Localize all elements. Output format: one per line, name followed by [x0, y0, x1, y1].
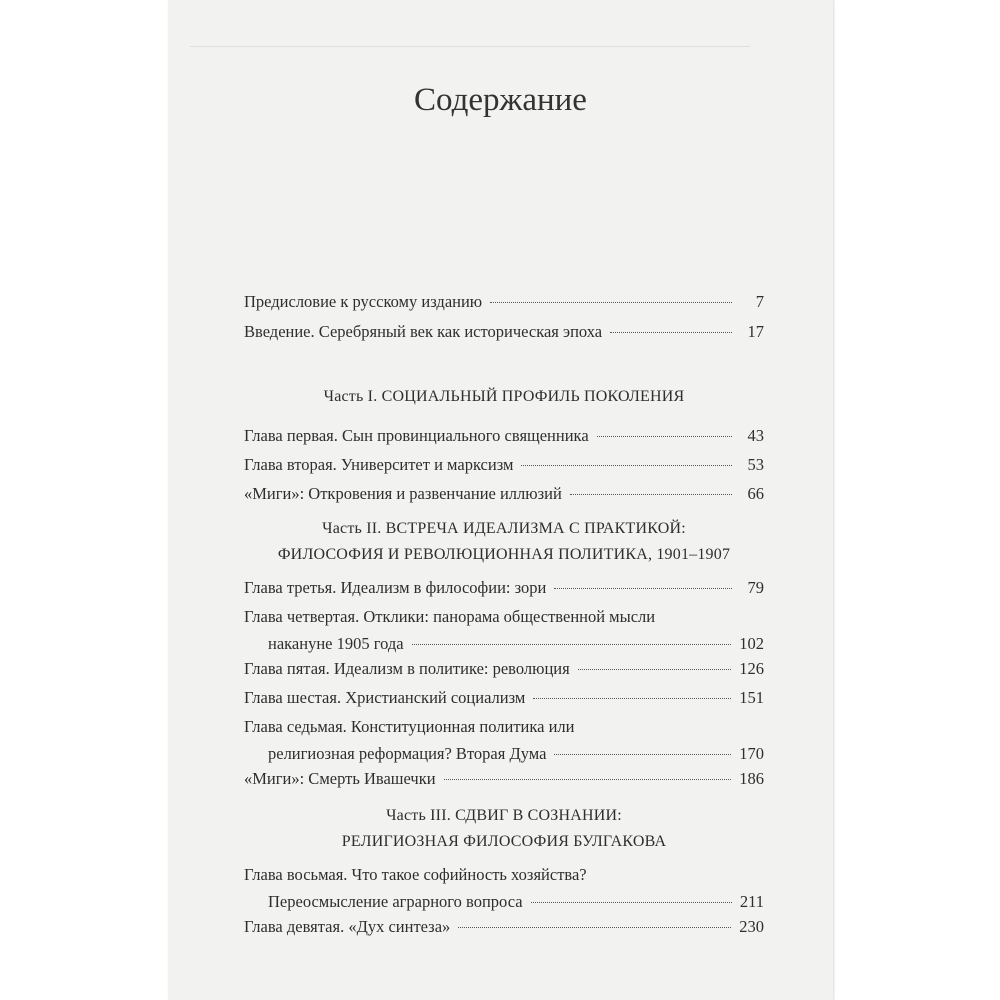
entry-title-continued: религиозная реформация? Вторая Дума — [268, 744, 547, 763]
entry-page: 186 — [739, 769, 764, 788]
leader-dots — [521, 465, 732, 466]
leader-dots — [578, 669, 732, 670]
entry-page: 230 — [739, 917, 764, 936]
toc-entry-chapter-2[interactable] — [244, 451, 764, 478]
toc-entry-chapter-7[interactable] — [244, 713, 764, 767]
entry-page: 151 — [739, 688, 764, 707]
toc-entry-chapter-5[interactable] — [244, 655, 764, 682]
leader-dots — [597, 436, 732, 437]
entry-title: Глава шестая. Христианский социализм — [244, 688, 526, 707]
page-title: Содержание — [414, 82, 587, 118]
part-heading-line: РЕЛИГИОЗНАЯ ФИЛОСОФИЯ БУЛГАКОВА — [341, 833, 667, 850]
entry-page: 17 — [747, 322, 764, 341]
entry-title: Глава девятая. «Дух синтеза» — [244, 917, 451, 936]
entry-title: Глава четвертая. Отклики: панорама общественной мысли — [244, 607, 656, 626]
entry-title: «Миги»: Смерть Ивашечки — [244, 769, 436, 788]
toc-entry-chapter-1[interactable] — [244, 422, 764, 449]
leader-dots — [533, 698, 731, 699]
leader-dots — [531, 902, 732, 903]
toc-entry-migi-1[interactable] — [244, 480, 764, 507]
part-heading-line: ФИЛОСОФИЯ И РЕВОЛЮЦИОННАЯ ПОЛИТИКА, 1901–1907 — [277, 546, 731, 563]
entry-title-continued: Переосмысление аграрного вопроса — [268, 892, 523, 911]
entry-title: Глава седьмая. Конституционная политика или — [244, 717, 575, 736]
entry-page: 79 — [747, 578, 764, 597]
leader-dots — [412, 644, 732, 645]
entry-title: Глава первая. Сын провинциального священника — [244, 426, 589, 445]
toc-entry-migi-2[interactable] — [244, 765, 764, 792]
entry-page: 102 — [739, 634, 764, 653]
toc-entry-introduction[interactable] — [244, 318, 764, 345]
entry-page: 126 — [739, 659, 764, 678]
leader-dots — [610, 332, 732, 333]
part-heading-line: Часть I. СОЦИАЛЬНЫЙ ПРОФИЛЬ ПОКОЛЕНИЯ — [323, 388, 685, 405]
part-heading-line: Часть II. ВСТРЕЧА ИДЕАЛИЗМА С ПРАКТИКОЙ: — [322, 520, 686, 537]
leader-dots — [570, 494, 732, 495]
entry-title: Введение. Серебряный век как историческая эпоха — [244, 322, 603, 341]
leader-dots — [490, 302, 732, 303]
entry-title: Глава пятая. Идеализм в политике: революция — [244, 659, 570, 678]
entry-title: «Миги»: Откровения и развенчание иллюзий — [244, 484, 562, 503]
leader-dots — [458, 927, 731, 928]
entry-title: Глава третья. Идеализм в философии: зори — [244, 578, 547, 597]
toc-entry-chapter-4[interactable] — [244, 603, 764, 657]
entry-title: Глава вторая. Университет и марксизм — [244, 455, 514, 474]
part-heading-line: Часть III. СДВИГ В СОЗНАНИИ: — [386, 807, 622, 824]
leader-dots — [554, 588, 732, 589]
part-heading-1 — [244, 384, 764, 410]
entry-title-continued: накануне 1905 года — [268, 634, 404, 653]
entry-page: 43 — [747, 426, 764, 445]
toc-entry-chapter-3[interactable] — [244, 574, 764, 601]
entry-page: 170 — [739, 744, 764, 763]
entry-page: 7 — [755, 292, 764, 311]
part-heading-2 — [244, 516, 764, 568]
toc-entry-chapter-9[interactable] — [244, 913, 764, 940]
bleed-through-rule — [190, 46, 750, 47]
leader-dots — [554, 754, 731, 755]
toc-entry-preface[interactable] — [244, 288, 764, 315]
toc-entry-chapter-6[interactable] — [244, 684, 764, 711]
toc-entry-chapter-8[interactable] — [244, 861, 764, 915]
leader-dots — [444, 779, 732, 780]
entry-title: Предисловие к русскому изданию — [244, 292, 483, 311]
part-heading-3 — [244, 803, 764, 855]
entry-page: 66 — [747, 484, 764, 503]
entry-title: Глава восьмая. Что такое софийность хозяйства? — [244, 865, 587, 884]
entry-page: 211 — [739, 892, 764, 911]
entry-page: 53 — [747, 455, 764, 474]
